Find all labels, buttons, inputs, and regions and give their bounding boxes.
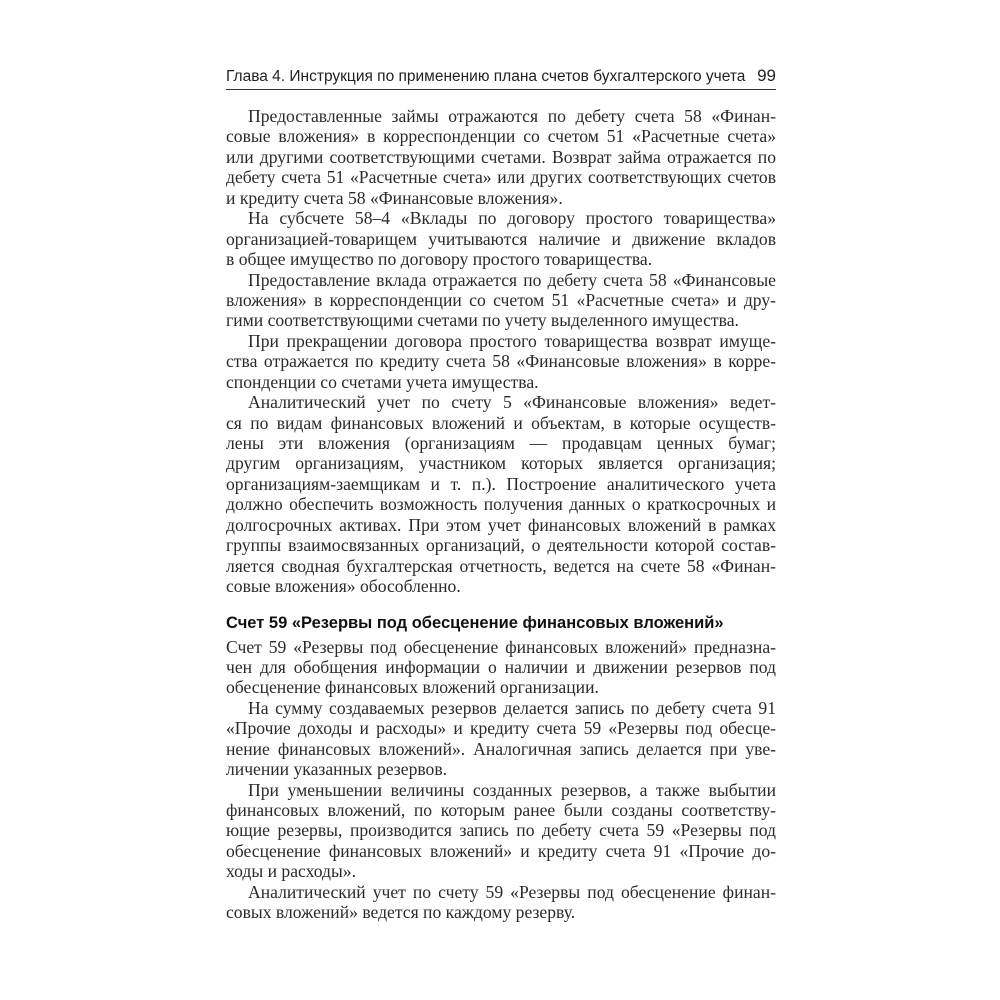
text-line: или другими соответствующими счетами. Возврат займа отражается по [226,146,776,167]
paragraph [226,331,776,392]
text-line: дебету счета 51 «Расчетные счета» или других соответствующих счетов [226,167,776,188]
paragraph [226,637,776,698]
text-line: лены эти вложения (организациям — продавцам ценных бумаг; [226,433,776,453]
text-line: При уменьшении величины созданных резервов, а также выбытии [248,779,776,800]
text-line: в общее имущество по договору простого товарищества. [226,249,653,270]
text-line: Счет 59 «Резервы под обесценение финансовых вложений» предназна- [226,636,776,657]
text-line: При прекращении договора простого товарищества возврат имуще- [248,330,776,351]
text-line: долгосрочных активах. При этом учет финансовых вложений в рамках [226,514,776,535]
text-line: Предоставление вклада отражается по дебету счета 58 «Финансовые [248,269,776,290]
text-line: финансовых вложений, по которым ранее были созданы соответству- [226,800,776,820]
text-line: ходы и расходы». [226,861,356,882]
text-line: совых вложений» ведется по каждому резерву. [226,902,576,923]
text-line: На сумму создаваемых резервов делается запись по дебету счета 91 [248,697,776,718]
chapter-title: Глава 4. Инструкция по применению плана счетов бухгалтерского учета [226,68,746,85]
page-number: 99 [757,66,776,85]
text-line: нение финансовых вложений». Аналогичная запись делается при уве- [226,738,776,759]
paragraph [226,106,776,208]
text-line: организациям-заемщикам и т. п.). Построение аналитического учета [226,473,776,494]
text-line: ляется сводная бухгалтерская отчетность, ведется на счете 58 «Финан- [226,555,776,576]
section-heading: Счет 59 «Резервы под обесценение финансовых вложений» [226,613,724,632]
text-line: совые вложения» в корреспонденции со счетом 51 «Расчетные счета» [226,126,776,147]
text-line: другим организациям, участником которых является организация; [226,453,776,474]
text-line: На субсчете 58–4 «Вклады по договору простого товарищества» [248,208,776,229]
text-line: ся по видам финансовых вложений и объектам, в которые осуществ- [226,412,776,433]
text-line: совые вложения» обособленно. [226,576,461,597]
text-line: ющие резервы, производится запись по дебету счета 59 «Резервы под [226,820,776,841]
text-line: должно обеспечить возможность получения данных о краткосрочных и [226,494,776,515]
text-line: Аналитический учет по счету 59 «Резервы под обесценение финан- [248,881,776,902]
text-line: «Прочие доходы и расходы» и кредиту счета 59 «Резервы под обесце- [226,718,776,739]
text-line: обесценение финансовых вложений» и кредиту счета 91 «Прочие до- [226,840,776,861]
paragraph [226,780,776,882]
text-line: гими соответствующими счетами по учету выделенного имущества. [226,310,739,331]
text-line: ства отражается по кредиту счета 58 «Финансовые вложения» в корре- [226,351,776,372]
text-line: Аналитический учет по счету 5 «Финансовые вложения» ведет- [248,392,776,413]
text-line: обесценение финансовых вложений организации. [226,677,599,698]
text-line: вложения» в корреспонденции со счетом 51 «Расчетные счета» и дру- [226,289,776,310]
text-line: спонденции со счетами учета имущества. [226,371,539,392]
running-header [226,64,776,90]
paragraph [226,208,776,269]
text-line: и кредиту счета 58 «Финансовые вложения». [226,187,563,208]
text-line: Предоставленные займы отражаются по дебету счета 58 «Финан- [248,106,776,126]
text-line: чен для обобщения информации о наличии и движении резервов под [226,656,776,677]
page-body [226,106,776,923]
text-line: организацией-товарищем учитываются наличие и движение вкладов [226,228,776,249]
paragraph [226,392,776,596]
book-page [226,64,776,923]
paragraph [226,698,776,780]
text-line: личении указанных резервов. [226,759,448,780]
paragraph [226,882,776,923]
text-line: группы взаимосвязанных организаций, о деятельности которой состав- [226,535,776,556]
paragraph [226,270,776,331]
